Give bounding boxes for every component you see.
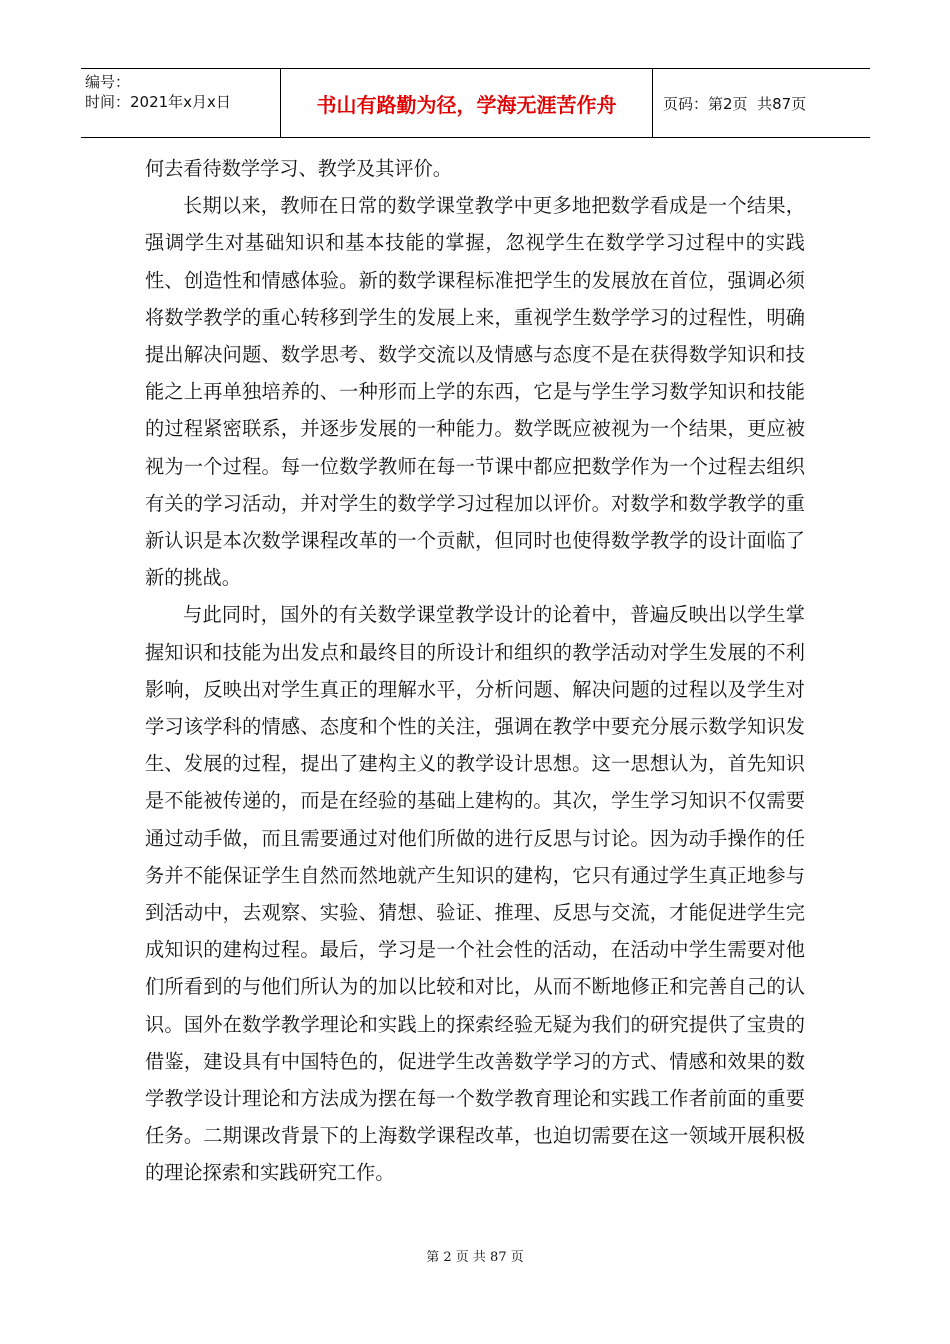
header-page-info bbox=[653, 69, 870, 137]
page-footer: 第 2 页 共 87 页 bbox=[426, 1250, 524, 1265]
header-motto: 书山有路勤为径，学海无涯苦作舟 bbox=[281, 69, 653, 137]
header-meta bbox=[81, 69, 281, 137]
time-label: 时间：2021年x月x日 bbox=[85, 93, 231, 111]
paragraph: 何去看待数学学习、教学及其评价。 bbox=[145, 157, 452, 180]
number-label: 编号： bbox=[85, 73, 131, 91]
paragraph: 与此同时，国外的有关数学课堂教学设计的论着中，普遍反映出以学生掌握知识和技能为出发点和最终目的所设计和组织的教学活动对学生发展的不利影响，反映出对学生真正的理解水平，分析问题、解决问题的过程以及学生对学习该学科的情感、态度和个性的关注，强调在教学中要充分展示数学知识发生、发展的过程，提出了建构主义的教学设计思想。这一思想认为，首先知识是不能被传递的，而是在经验的基础上建构的。其次，学生学习知识不仅需要通过动手做，而且需要通过对他们所做的进行反思与讨论。因为动手操作的任务并不能保证学生自然而然地就产生知识的建构，它只有通过学生真正地参与到活动中，去观察、实验、猜想、验证、推理、反思与交流，才能促进学生完成知识的建构过程。最后，学习是一个社会性的活动，在活动中学生需要对他们所看到的与他们所认为的加以比较和对比，从而不断地修正和完善自己的认识。国外在数学教学理论和实践上的探索经验无疑为我们的研究提供了宝贵的借鉴，建设具有中国特色的，促进学生改善数学学习的方式、情感和效果的数学教学设计理论和方法成为摆在每一个数学教育理论和实践工作者前面的重要任务。二期课改背景下的上海数学课程改革，也迫切需要在这一领域开展积极的理论探索和实践研究工作。 bbox=[145, 603, 805, 1185]
page-info-text: 页码：第2页 共87页 bbox=[663, 94, 807, 113]
paragraph: 长期以来，教师在日常的数学课堂教学中更多地把数学看成是一个结果，强调学生对基础知识和基本技能的掌握，忽视学生在数学学习过程中的实践性、创造性和情感体验。新的数学课程标准把学生的发展放在首位，强调必须将数学教学的重心转移到学生的发展上来，重视学生数学学习的过程性，明确提出解决问题、数学思考、数学交流以及情感与态度不是在获得数学知识和技能之上再单独培养的、一种形而上学的东西，它是与学生学习数学知识和技能的过程紧密联系，并逐步发展的一种能力。数学既应被视为一个结果，更应被视为一个过程。每一位数学教师在每一节课中都应把数学作为一个过程去组织有关的学习活动，并对学生的数学学习过程加以评价。对数学和数学教学的重新认识是本次数学课程改革的一个贡献，但同时也使得数学教学的设计面临了新的挑战。 bbox=[145, 194, 805, 590]
page-header bbox=[81, 68, 870, 138]
document-body bbox=[145, 150, 805, 1192]
